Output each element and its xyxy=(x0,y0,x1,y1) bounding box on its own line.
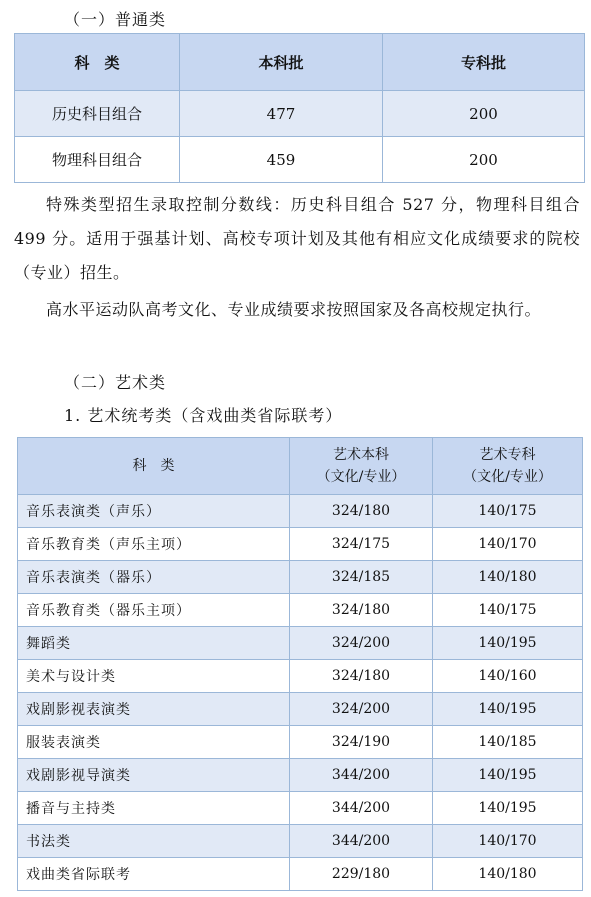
table-row xyxy=(18,693,583,726)
row-art-undergrad-score: 344/200 xyxy=(290,792,433,825)
row-college-score: 200 xyxy=(383,91,585,137)
table-row xyxy=(15,137,585,183)
table-row xyxy=(18,759,583,792)
row-category: 戏曲类省际联考 xyxy=(18,858,290,891)
row-art-undergrad-score: 344/200 xyxy=(290,825,433,858)
art-score-table xyxy=(17,437,583,891)
header-art-college xyxy=(433,438,583,495)
table-row xyxy=(18,660,583,693)
header-art-undergrad-line1: 艺术本科 xyxy=(333,447,389,463)
row-category: 播音与主持类 xyxy=(18,792,290,825)
row-art-college-score: 140/195 xyxy=(433,792,583,825)
table-row xyxy=(18,561,583,594)
row-category: 物理科目组合 xyxy=(15,137,180,183)
row-category: 戏剧影视导演类 xyxy=(18,759,290,792)
row-art-college-score: 140/160 xyxy=(433,660,583,693)
table-row xyxy=(18,528,583,561)
row-art-undergrad-score: 229/180 xyxy=(290,858,433,891)
row-category: 音乐表演类（声乐） xyxy=(18,495,290,528)
section-title-art: （二）艺术类 xyxy=(64,373,167,392)
table-header-row xyxy=(15,34,585,91)
row-art-undergrad-score: 324/200 xyxy=(290,693,433,726)
row-art-undergrad-score: 324/190 xyxy=(290,726,433,759)
row-college-score: 200 xyxy=(383,137,585,183)
row-art-college-score: 140/195 xyxy=(433,627,583,660)
row-category: 美术与设计类 xyxy=(18,660,290,693)
row-art-undergrad-score: 324/180 xyxy=(290,594,433,627)
header-category: 科 类 xyxy=(15,34,180,91)
header-art-undergrad-line2: （文化/专业） xyxy=(316,469,406,485)
row-category: 音乐教育类（器乐主项） xyxy=(18,594,290,627)
row-art-college-score: 140/170 xyxy=(433,528,583,561)
row-art-undergrad-score: 324/175 xyxy=(290,528,433,561)
table-row xyxy=(18,495,583,528)
sports-team-paragraph: 高水平运动队高考文化、专业成绩要求按照国家及各高校规定执行。 xyxy=(46,300,542,319)
row-undergrad-score: 459 xyxy=(180,137,383,183)
header-category: 科 类 xyxy=(18,438,290,495)
header-art-college-line2: （文化/专业） xyxy=(463,469,552,485)
table-row xyxy=(18,594,583,627)
row-art-college-score: 140/180 xyxy=(433,561,583,594)
table-row xyxy=(18,825,583,858)
row-art-college-score: 140/175 xyxy=(433,495,583,528)
header-art-college-line1: 艺术专科 xyxy=(479,447,536,463)
table-row xyxy=(18,726,583,759)
section-subtitle-art-exam: 1. 艺术统考类（含戏曲类省际联考） xyxy=(64,406,343,425)
table-header-row xyxy=(18,438,583,495)
special-admission-paragraph: 特殊类型招生录取控制分数线：历史科目组合 527 分，物理科目组合 499 分。适用于强基计划、高校专项计划及其他有相应文化成绩要求的院校（专业）招生。 xyxy=(14,195,580,282)
header-art-undergrad xyxy=(290,438,433,495)
row-category: 舞蹈类 xyxy=(18,627,290,660)
row-category: 书法类 xyxy=(18,825,290,858)
row-art-undergrad-score: 324/185 xyxy=(290,561,433,594)
row-art-college-score: 140/195 xyxy=(433,693,583,726)
row-art-undergrad-score: 324/180 xyxy=(290,660,433,693)
table-row xyxy=(15,91,585,137)
row-art-undergrad-score: 324/200 xyxy=(290,627,433,660)
row-art-undergrad-score: 344/200 xyxy=(290,759,433,792)
row-art-college-score: 140/175 xyxy=(433,594,583,627)
general-score-table xyxy=(14,33,585,183)
row-art-college-score: 140/170 xyxy=(433,825,583,858)
row-category: 戏剧影视表演类 xyxy=(18,693,290,726)
header-junior-college: 专科批 xyxy=(383,34,585,91)
row-art-college-score: 140/180 xyxy=(433,858,583,891)
row-art-college-score: 140/195 xyxy=(433,759,583,792)
row-category: 历史科目组合 xyxy=(15,91,180,137)
row-undergrad-score: 477 xyxy=(180,91,383,137)
row-art-undergrad-score: 324/180 xyxy=(290,495,433,528)
table-row xyxy=(18,627,583,660)
row-category: 音乐表演类（器乐） xyxy=(18,561,290,594)
row-art-college-score: 140/185 xyxy=(433,726,583,759)
row-category: 服装表演类 xyxy=(18,726,290,759)
table-row xyxy=(18,858,583,891)
row-category: 音乐教育类（声乐主项） xyxy=(18,528,290,561)
section-title-general: （一）普通类 xyxy=(64,10,167,29)
header-undergrad: 本科批 xyxy=(180,34,383,91)
table-row xyxy=(18,792,583,825)
